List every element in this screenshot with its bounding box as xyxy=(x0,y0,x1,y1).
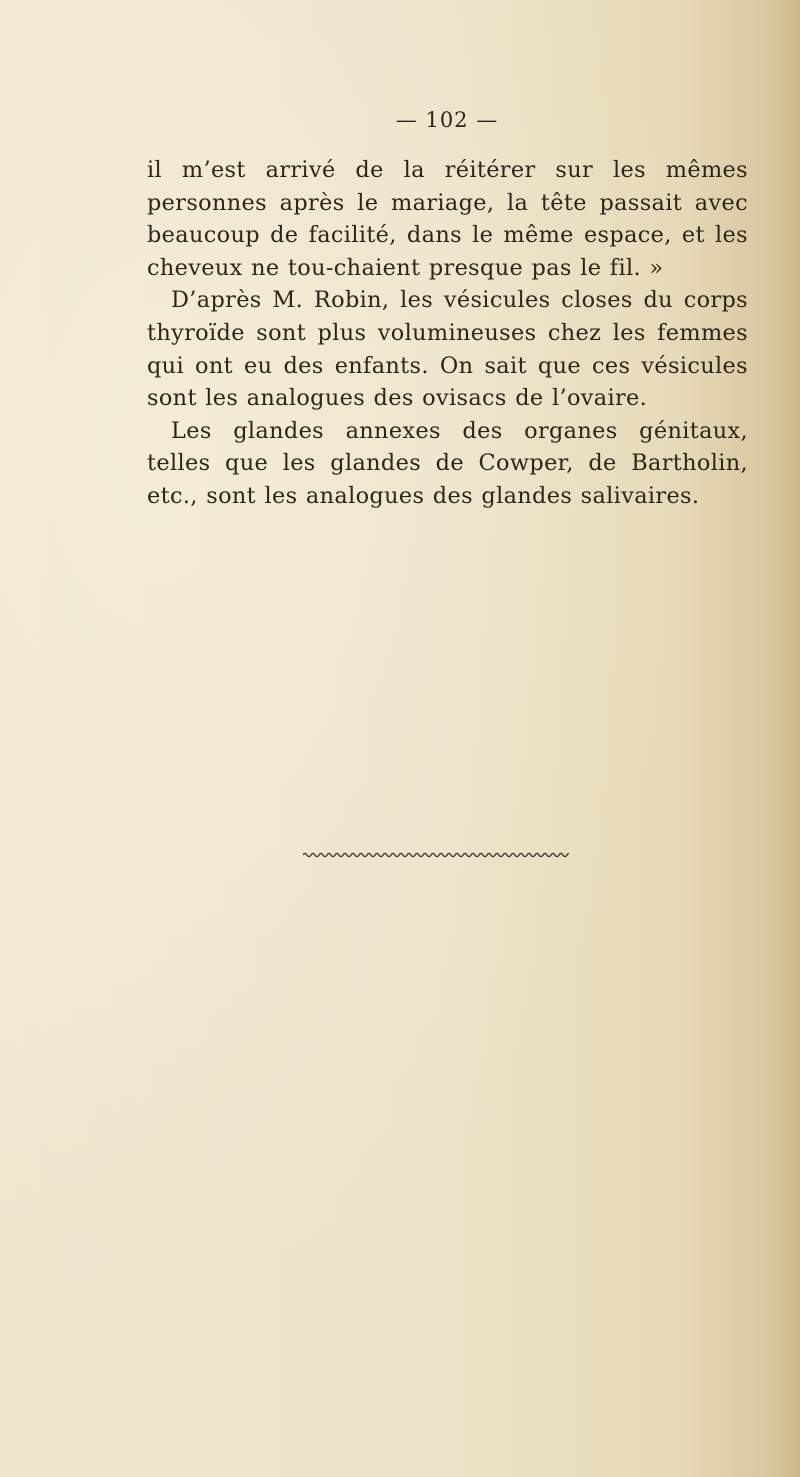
wavy-rule-ornament xyxy=(303,848,569,862)
paragraph-2: D’après M. Robin, les vésicules closes du corps thyroïde sont plus volumineuses chez les femmes qui ont eu des enfants. On sait que ces vésicules sont les analogues des ovisacs de l’ovaire. xyxy=(147,287,748,412)
page-number: — 102 — xyxy=(395,108,499,132)
body-text xyxy=(147,154,748,513)
paragraph-1: il m’est arrivé de la réitérer sur les mêmes personnes après le mariage, la tête passait avec beaucoup de facilité, dans le même espace, et les cheveux ne tou-chaient presque pas le fil. » xyxy=(147,157,748,281)
paragraph-3: Les glandes annexes des organes génitaux, telles que les glandes de Cowper, de Bartholin, etc., sont les analogues des glandes salivaires. xyxy=(147,417,748,509)
